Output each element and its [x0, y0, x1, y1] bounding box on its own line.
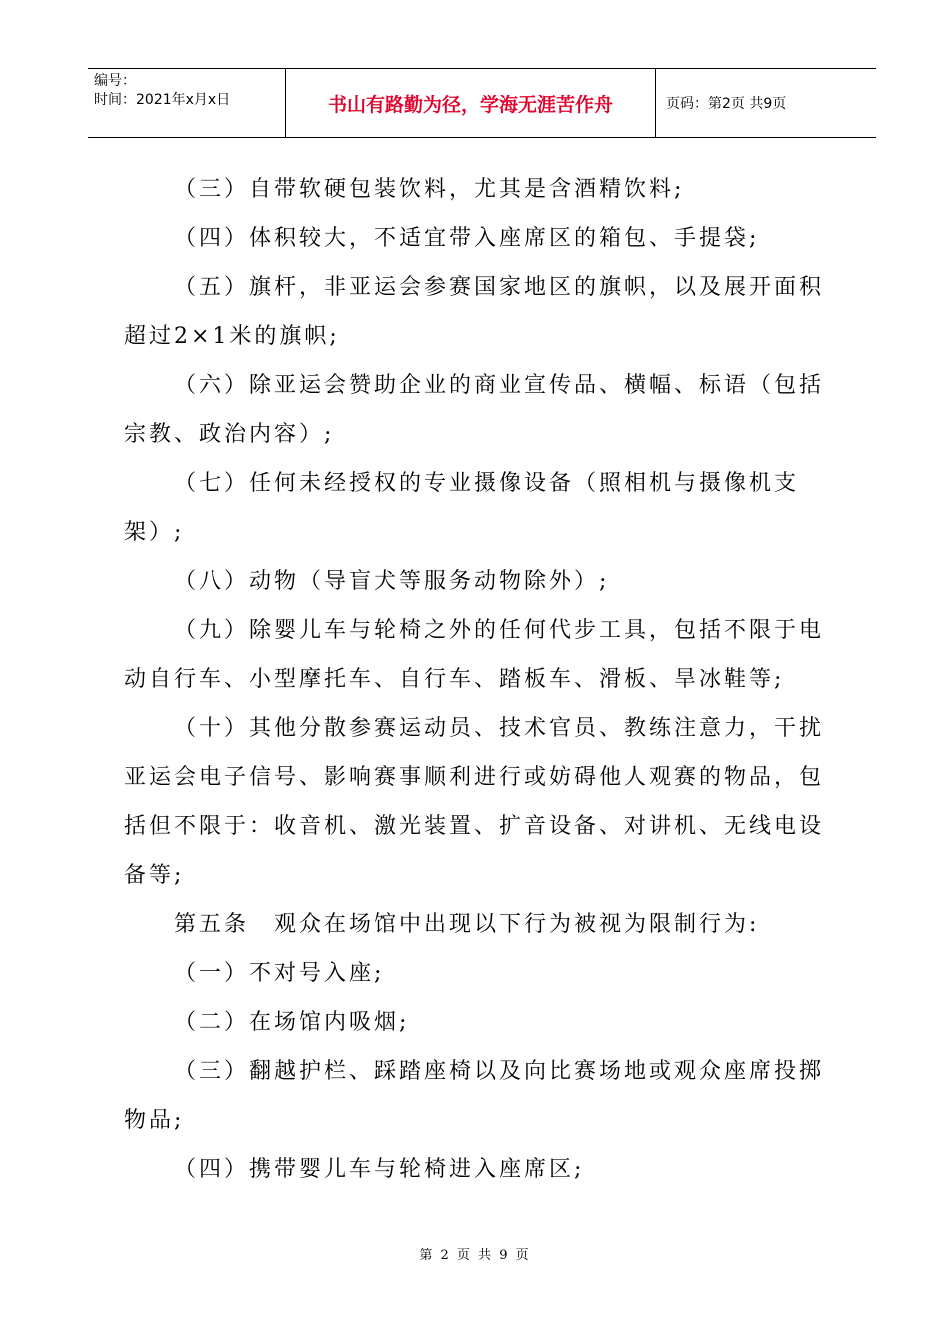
- paragraph: （八）动物（导盲犬等服务动物除外）;: [174, 569, 610, 594]
- header-meta: [88, 69, 286, 137]
- paragraph: （四）携带婴儿车与轮椅进入座席区;: [174, 1157, 585, 1182]
- number-label: 编号：: [94, 73, 136, 89]
- header-motto: 书山有路勤为径，学海无涯苦作舟: [286, 69, 656, 137]
- document-header: [88, 68, 876, 138]
- document-body: [124, 165, 844, 1194]
- paragraph: （三）翻越护栏、踩踏座椅以及向比赛场地或观众座席投掷物品;: [124, 1059, 825, 1133]
- paragraph: （十）其他分散参赛运动员、技术官员、教练注意力，干扰亚运会电子信号、影响赛事顺利进行或妨碍他人观赛的物品，包括但不限于：收音机、激光装置、扩音设备、对讲机、无线电设备等;: [124, 716, 825, 888]
- paragraph: （七）任何未经授权的专业摄像设备（照相机与摄像机支架）;: [124, 471, 800, 545]
- paragraph: （九）除婴儿车与轮椅之外的任何代步工具，包括不限于电动自行车、小型摩托车、自行车、踏板车、滑板、旱冰鞋等;: [124, 618, 825, 692]
- paragraph: （四）体积较大，不适宜带入座席区的箱包、手提袋;: [174, 226, 760, 251]
- paragraph: （五）旗杆，非亚运会参赛国家地区的旗帜，以及展开面积超过2×1米的旗帜;: [124, 275, 825, 349]
- time-label: 时间：2021年x月x日: [94, 92, 231, 108]
- paragraph: （六）除亚运会赞助企业的商业宣传品、横幅、标语（包括宗教、政治内容）;: [124, 373, 825, 447]
- page-footer: 第 2 页 共 9 页: [419, 1248, 531, 1263]
- paragraph: （一）不对号入座;: [174, 961, 385, 986]
- paragraph: （三）自带软硬包装饮料，尤其是含酒精饮料;: [174, 177, 685, 202]
- paragraph: （二）在场馆内吸烟;: [174, 1010, 410, 1035]
- article-heading: 第五条 观众在场馆中出现以下行为被视为限制行为:: [174, 912, 760, 937]
- header-page-info: 页码：第2页 共9页: [666, 96, 787, 112]
